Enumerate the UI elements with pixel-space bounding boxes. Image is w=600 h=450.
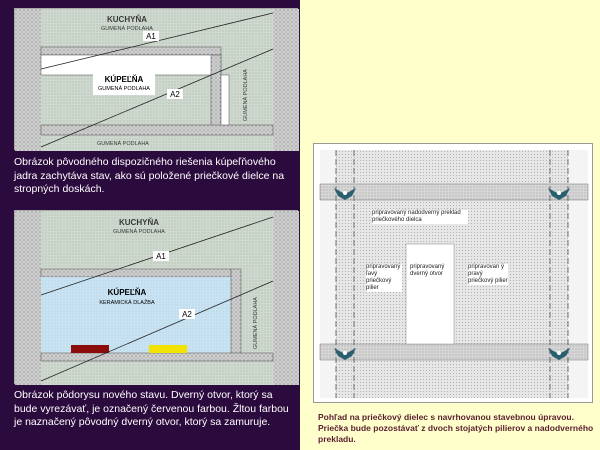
left-pillar-label: pripravovaný ľavý priečkový pilier (366, 264, 401, 291)
right-wall (273, 9, 299, 151)
bathroom-floor-label: GUMENÁ PODLAHA (98, 86, 150, 92)
bottom-floor-label: GUMENÁ PODLAHA (97, 141, 149, 147)
kitchen-label: KUCHYŇA (119, 218, 159, 227)
left-wall (15, 211, 41, 385)
bathroom-label: KÚPEĽŇA (104, 75, 144, 84)
right-floor-label: GUMENÁ PODLAHA (253, 297, 259, 349)
elevation-svg (314, 144, 594, 404)
lintel-label: pripravovaný nadodverný preklad priečkového dielca (372, 210, 468, 224)
door-opening-label: pripravovaný dverný otvor (410, 264, 450, 278)
original-plan-caption: Obrázok pôvodného dispozičného riešenia kúpeľňového jadra zachytáva stav, ako sú položené priečkové dielce na stropných doskách. (14, 156, 285, 195)
door-opening (406, 244, 454, 344)
kitchen-floor-label: GUMENÁ PODLAHA (101, 26, 153, 32)
right-floor-label: GUMENÁ PODLAHA (243, 69, 249, 121)
lower-slab (320, 344, 588, 360)
bathroom-label: KÚPEĽŇA (107, 288, 147, 297)
original-plan-drawing (15, 9, 299, 151)
bathroom-top-strip (41, 55, 221, 75)
kitchen-label: KUCHYŇA (107, 15, 147, 24)
right-wall (273, 211, 299, 385)
new-door-opening (71, 345, 109, 353)
a2-label: A2 (182, 310, 192, 319)
right-pillar-label: pripravovan ý pravý priečkový pilier (468, 264, 508, 284)
kitchen-floor-label: GUMENÁ PODLAHA (113, 229, 165, 235)
original-floor-plan (14, 8, 298, 150)
drawing-caption: Pohľad na priečkový dielec s navrhovanou stavebnou úpravou. Priečka bude pozostávať z dvoch stojatých pilierov a nadodverného prekladu. (318, 412, 594, 444)
a1-label: A1 (156, 252, 166, 261)
a2-label: A2 (170, 90, 180, 99)
new-floor-plan (14, 210, 298, 384)
new-plan-caption: Obrázok pôdorysu nového stavu. Dverný otvor, ktorý sa bude vyrezávať, je označený červenou farbou. Žltou farbou je naznačený pôvodný dverný otvor, ktorý sa zamuruje. (14, 389, 289, 428)
left-wall (15, 9, 41, 151)
a1-label: A1 (146, 32, 156, 41)
new-plan-drawing (15, 211, 299, 385)
partition-elevation-drawing (313, 143, 593, 403)
bathroom-floor-label: KERAMICKÁ DLAŽBA (99, 300, 155, 306)
old-door-opening (149, 345, 187, 353)
upper-slab (320, 184, 588, 200)
